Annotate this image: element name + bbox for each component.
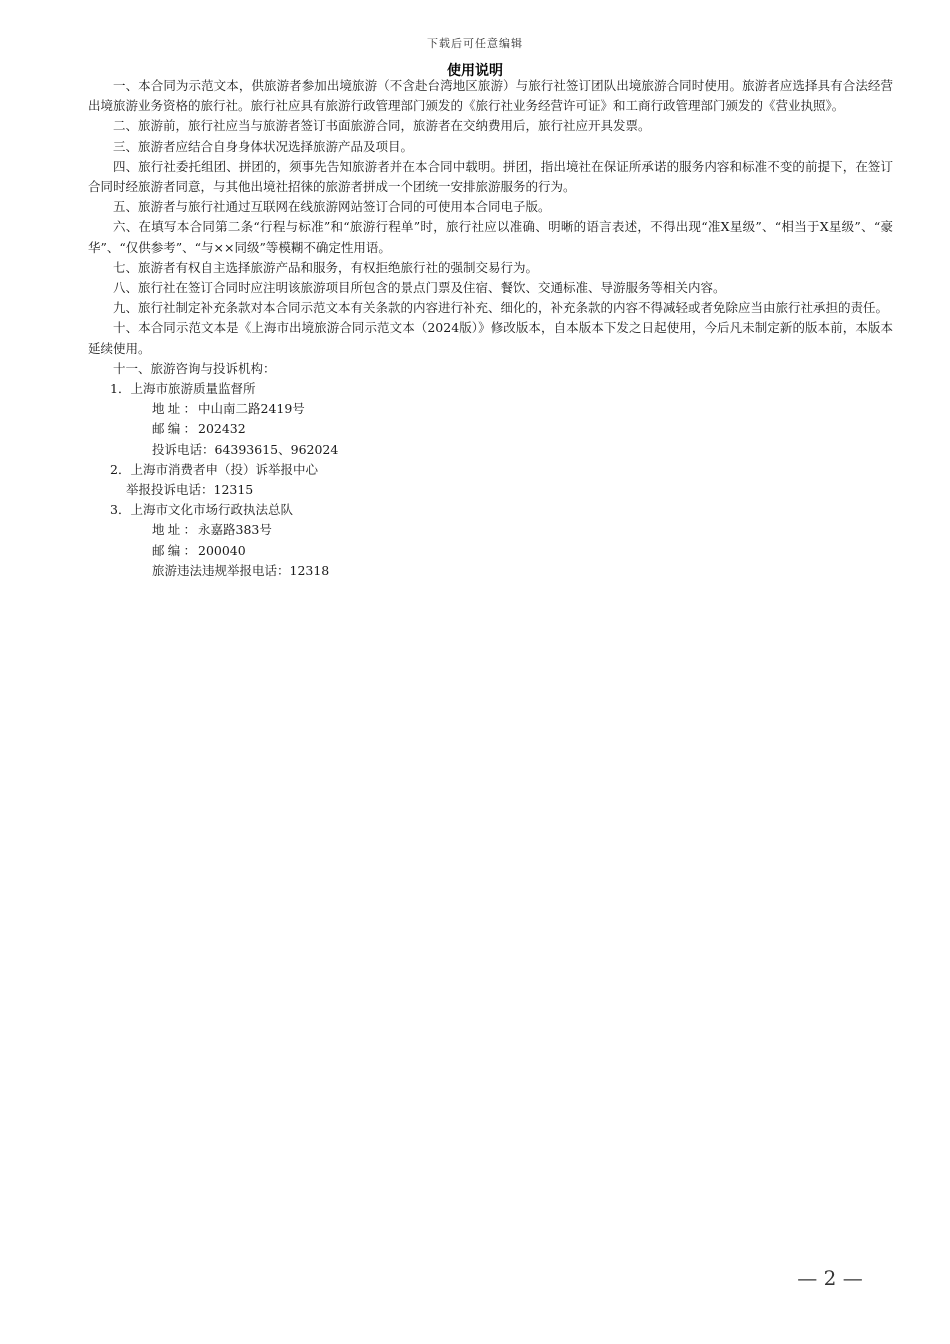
postcode-label: 邮编： bbox=[152, 542, 196, 558]
address-label: 地址： bbox=[152, 522, 196, 538]
agency-phone: 投诉电话：64393615、962024 bbox=[152, 441, 339, 457]
agency-phone: 旅游违法违规举报电话：12318 bbox=[152, 562, 330, 578]
address-label: 地址： bbox=[152, 401, 196, 417]
address-value: 中山南二路2419号 bbox=[198, 401, 305, 417]
postcode-value: 202432 bbox=[198, 421, 246, 437]
paragraph: 八、旅行社在签订合同时应注明该旅游项目所包含的景点门票及住宿、餐饮、交通标准、导游服务等相关内容。 bbox=[113, 280, 726, 296]
paragraph: 六、在填写本合同第二条“行程与标准”和“旅游行程单”时，旅行社应以准确、明晰的语言表述，不得出现“准X星级”、“相当于X星级”、“豪华”、“仅供参考”、“与××同级”等模糊不确定性用语。 bbox=[88, 219, 893, 255]
paragraph: 四、旅行社委托组团、拼团的，须事先告知旅游者并在本合同中载明。拼团，指出境社在保证所承诺的服务内容和标准不变的前提下，在签订合同时经旅游者同意，与其他出境社招徕的旅游者拼成一个团统一安排旅游服务的行为。 bbox=[88, 158, 893, 195]
agency-name: 3．上海市文化市场行政执法总队 bbox=[110, 502, 293, 518]
paragraph: 五、旅游者与旅行社通过互联网在线旅游网站签订合同的可使用本合同电子版。 bbox=[113, 199, 551, 215]
agency-postcode bbox=[88, 419, 893, 439]
complaint-agencies-heading: 十一、旅游咨询与投诉机构： bbox=[113, 360, 276, 376]
header-note: 下载后可任意编辑 bbox=[427, 37, 523, 50]
document-body bbox=[88, 76, 893, 581]
agency-name: 2．上海市消费者申（投）诉举报中心 bbox=[110, 461, 318, 477]
postcode-label: 邮编： bbox=[152, 421, 196, 437]
agency-name: 1．上海市旅游质量监督所 bbox=[110, 381, 256, 397]
agency-address bbox=[88, 399, 893, 419]
paragraph: 三、旅游者应结合自身身体状况选择旅游产品及项目。 bbox=[113, 138, 414, 154]
page-title: 使用说明 bbox=[447, 63, 503, 79]
paragraph: 二、旅游前，旅行社应当与旅游者签订书面旅游合同，旅游者在交纳费用后，旅行社应开具发票。 bbox=[113, 118, 651, 134]
page-number: — 2 — bbox=[797, 1266, 863, 1290]
paragraph: 九、旅行社制定补充条款对本合同示范文本有关条款的内容进行补充、细化的，补充条款的内容不得减轻或者免除应当由旅行社承担的责任。 bbox=[113, 300, 889, 316]
agency-address bbox=[88, 520, 893, 540]
agency-postcode bbox=[88, 541, 893, 561]
address-value: 永嘉路383号 bbox=[198, 522, 272, 538]
paragraph: 一、本合同为示范文本，供旅游者参加出境旅游（不含赴台湾地区旅游）与旅行社签订团队出境旅游合同时使用。旅游者应选择具有合法经营出境旅游业务资格的旅行社。旅行社应具有旅游行政管理部门颁发的《旅行社业务经营许可证》和工商行政管理部门颁发的《营业执照》。 bbox=[88, 78, 893, 114]
paragraph: 七、旅游者有权自主选择旅游产品和服务，有权拒绝旅行社的强制交易行为。 bbox=[113, 259, 539, 275]
paragraph: 十、本合同示范文本是《上海市出境旅游合同示范文本（2024版）》修改版本，自本版本下发之日起使用，今后凡未制定新的版本前，本版本延续使用。 bbox=[88, 320, 893, 356]
agency-phone: 举报投诉电话：12315 bbox=[126, 482, 254, 498]
postcode-value: 200040 bbox=[198, 542, 246, 558]
